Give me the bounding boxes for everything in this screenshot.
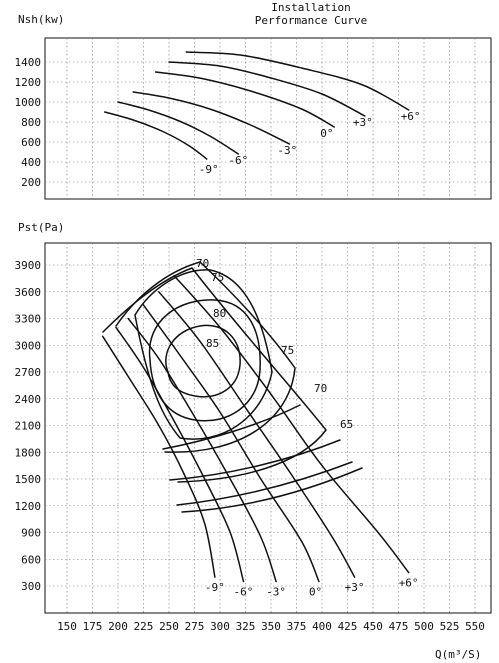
power-curve-label: +6°	[400, 110, 421, 123]
efficiency-label-75-top: 75	[211, 271, 225, 284]
flow-x-tick-label: 375	[286, 620, 307, 633]
flow-x-tick-label: 425	[337, 620, 358, 633]
efficiency-label-65: 65	[340, 418, 354, 431]
flow-x-tick-label: 275	[184, 620, 205, 633]
efficiency-label-85: 85	[206, 337, 220, 350]
flow-x-tick-label: 500	[414, 620, 434, 633]
flow-x-tick-label: 150	[57, 620, 77, 633]
pressure-y-tick-label: 3300	[14, 312, 41, 326]
pressure-y-tick-label: 300	[21, 580, 41, 593]
power-y-tick-label: 200	[21, 176, 41, 189]
power-curve	[156, 72, 335, 127]
flow-x-tick-label: 400	[312, 620, 332, 633]
pressure-chart-y-ticks	[15, 259, 42, 593]
flow-x-axis-label: Q(m³/S)	[435, 648, 482, 661]
flow-x-tick-label: 225	[133, 620, 154, 633]
power-curve	[186, 52, 408, 110]
pressure-curves	[103, 276, 409, 582]
flow-x-tick-label: 250	[159, 620, 179, 633]
title-line-2: Performance Curve	[254, 14, 368, 27]
pressure-grid-lines-curved	[163, 405, 362, 512]
power-chart	[15, 13, 492, 199]
flow-x-tick-label: 300	[210, 620, 230, 633]
pressure-curve	[103, 336, 215, 577]
power-curve-label: -6°	[228, 154, 249, 167]
power-y-tick-label: 1200	[14, 76, 41, 89]
pressure-y-tick-label: 3900	[14, 259, 41, 272]
power-curve	[169, 62, 365, 116]
power-y-tick-label: 1400	[14, 56, 41, 69]
efficiency-label-80: 80	[213, 307, 227, 320]
power-y-tick-label: 600	[21, 136, 41, 149]
flow-x-tick-label: 175	[82, 620, 103, 633]
pressure-curve-label: 0°	[308, 585, 323, 599]
power-curve-label: -3°	[277, 144, 298, 157]
pressure-curve-labels	[205, 577, 419, 599]
pressure-chart-x-ticks	[57, 620, 485, 633]
pressure-curve-label: -3°	[266, 585, 286, 599]
power-curve-label: 0°	[320, 127, 334, 140]
flow-x-tick-label: 450	[363, 620, 383, 633]
pressure-y-tick-label: 1800	[14, 446, 41, 460]
pressure-curve-label: +6°	[398, 576, 419, 590]
pressure-y-axis-label: Pst(Pa)	[18, 221, 65, 234]
power-curve-label: +3°	[352, 116, 373, 129]
efficiency-label-75-right: 75	[281, 344, 295, 357]
pressure-curve-label: -9°	[204, 581, 225, 595]
contour-line-4	[182, 468, 362, 512]
pressure-curve	[174, 276, 409, 573]
pressure-y-tick-label: 2700	[14, 366, 41, 379]
pressure-y-tick-label: 3000	[14, 339, 41, 353]
flow-x-tick-label: 350	[261, 620, 281, 633]
flow-x-tick-label: 200	[108, 620, 128, 633]
pressure-y-tick-label: 1200	[14, 499, 41, 513]
power-curve-label: -9°	[198, 163, 219, 176]
flow-x-tick-label: 475	[388, 620, 409, 633]
pressure-curve	[116, 327, 244, 581]
pressure-y-tick-label: 2400	[14, 392, 41, 406]
power-y-tick-label: 1000	[14, 96, 41, 109]
power-chart-y-ticks	[15, 56, 42, 189]
title-line-1: Installation	[271, 1, 351, 14]
flow-x-tick-label: 550	[465, 620, 485, 633]
flow-x-tick-label: 525	[439, 620, 460, 633]
power-curve	[105, 112, 207, 159]
pressure-y-tick-label: 3600	[14, 285, 41, 299]
power-curves	[105, 52, 409, 159]
efficiency-label-70-right: 70	[314, 382, 328, 395]
power-curve-labels	[199, 110, 421, 176]
power-curve	[118, 102, 238, 154]
power-y-axis-label: Nsh(kw)	[18, 13, 65, 26]
pressure-curve-label: -6°	[233, 585, 254, 599]
flow-x-tick-label: 325	[235, 620, 256, 633]
power-y-tick-label: 400	[21, 156, 41, 169]
pressure-y-tick-label: 600	[21, 553, 41, 567]
power-chart-grid	[45, 38, 491, 199]
power-y-tick-label: 800	[21, 116, 41, 129]
pressure-y-tick-label: 2100	[14, 419, 41, 433]
pressure-curve-label: +3°	[344, 581, 365, 595]
efficiency-label-70-top: 70	[196, 257, 210, 270]
pressure-y-tick-label: 1500	[14, 473, 41, 486]
efficiency-contour-70	[116, 262, 295, 452]
pressure-y-tick-label: 900	[21, 526, 41, 540]
pressure-chart	[15, 221, 492, 661]
